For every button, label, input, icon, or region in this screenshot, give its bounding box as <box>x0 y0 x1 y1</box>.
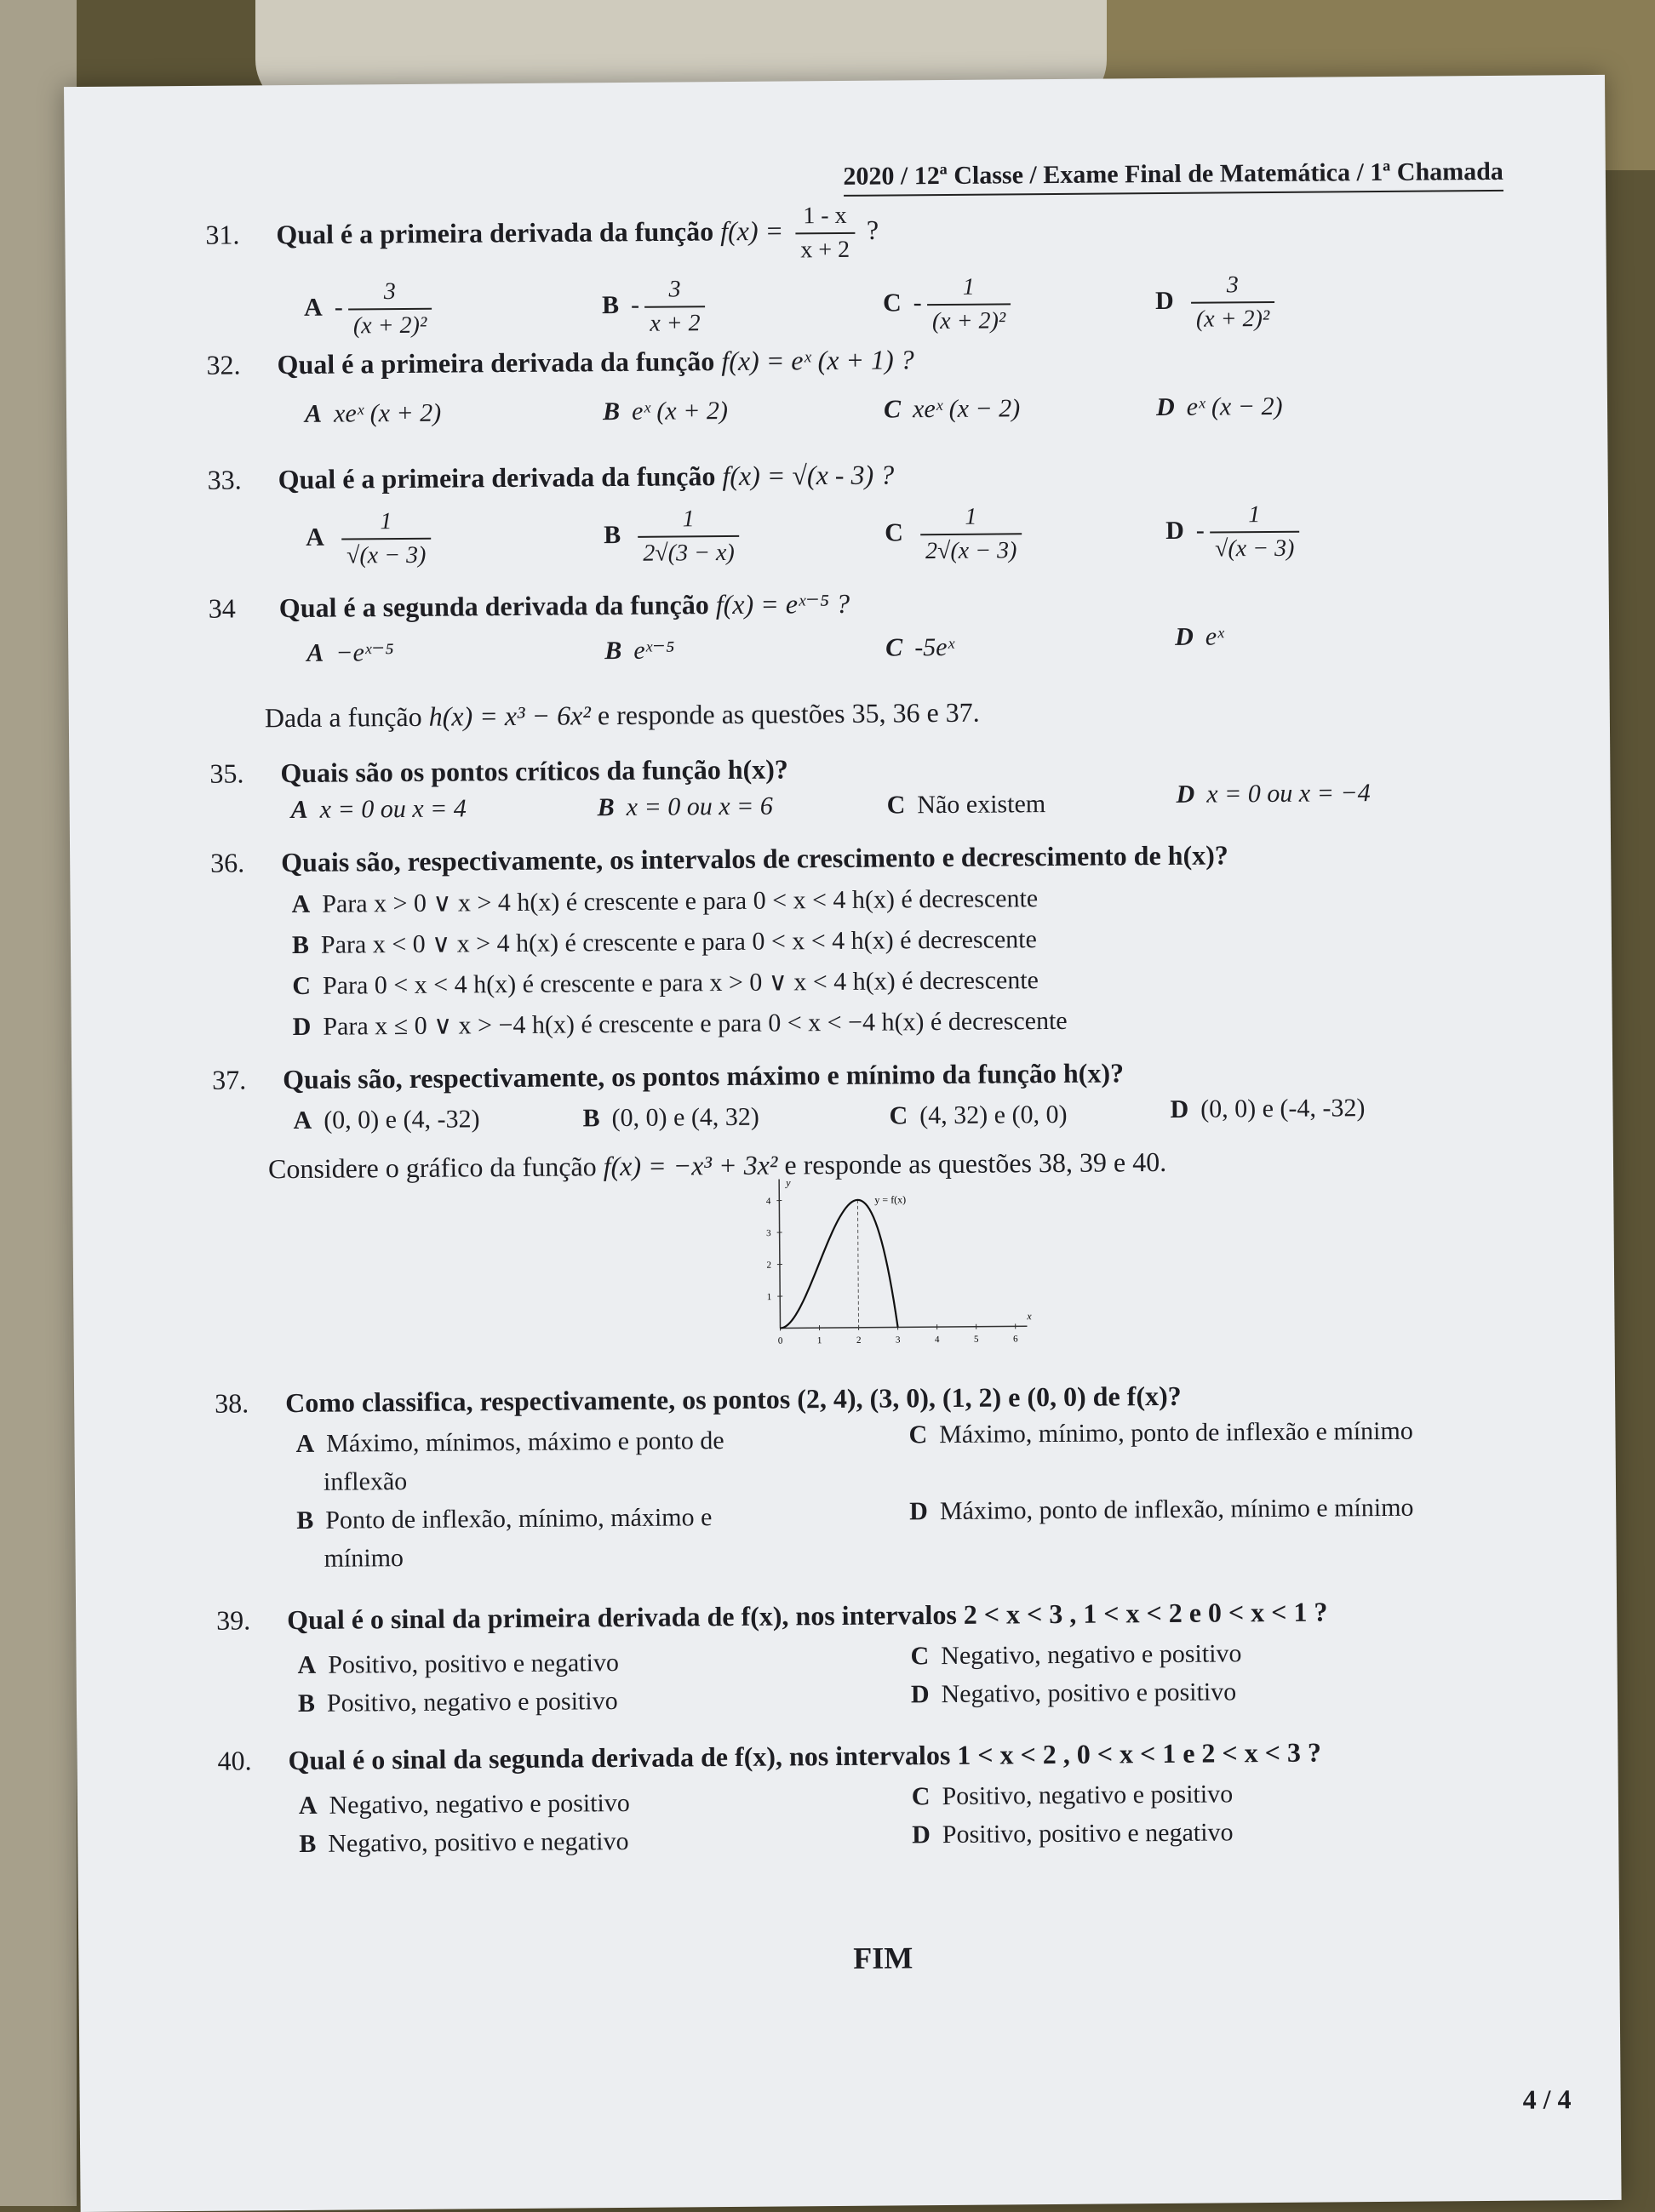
option-37-d[interactable]: D (0, 0) e (-4, -32) <box>1170 1094 1365 1124</box>
x-axis <box>781 1326 1028 1328</box>
function-expression: f(x) = √(x - 3) ? <box>722 459 894 491</box>
intro-38-40: Considere o gráfico da função f(x) = −x³ + 3x² e responde as questões 38, 39 e 40. <box>268 1146 1166 1185</box>
option-33-d[interactable]: D - $\frac{1}{√(x - 3)}$ <box>1165 499 1305 566</box>
y-axis-label: y <box>785 1176 791 1188</box>
x-tick-label: 4 <box>935 1335 940 1345</box>
exam-header: 2020 / 12ª Classe / Exame Final de Matemática / 1ª Chamada <box>843 157 1503 197</box>
option-38-d[interactable]: D Máximo, ponto de inflexão, mínimo e mínimo <box>909 1494 1414 1527</box>
option-38-b[interactable]: B Ponto de inflexão, mínimo, máximo e <box>296 1503 712 1535</box>
x-axis-label: x <box>1026 1310 1032 1322</box>
option-32-c[interactable]: C xeˣ (x − 2) <box>884 394 1020 424</box>
option-33-a[interactable]: A $\frac{1}{√(x - 3)}$ <box>306 506 437 573</box>
option-38-a[interactable]: A Máximo, mínimos, máximo e ponto de <box>295 1426 724 1459</box>
option-40-b[interactable]: B Negativo, positivo e negativo <box>299 1827 629 1859</box>
function-graph <box>753 1173 1045 1354</box>
y-tick-label: 2 <box>766 1260 771 1271</box>
page-number: 4 / 4 <box>1523 2083 1572 2115</box>
curve-label: y = f(x) <box>874 1193 906 1205</box>
option-36-a[interactable]: A Para x > 0 ∨ x > 4 h(x) é crescente e para 0 < x < 4 h(x) é decrescente <box>291 883 1038 919</box>
option-37-a[interactable]: A (0, 0) e (4, -32) <box>293 1105 479 1135</box>
option-39-a[interactable]: A Positivo, positivo e negativo <box>297 1649 619 1680</box>
question-number-handwritten: 34 <box>209 592 272 625</box>
y-axis <box>779 1180 780 1329</box>
option-36-d[interactable]: D Para x ≤ 0 ∨ x > −4 h(x) é crescente e para 0 < x < −4 h(x) é decrescente <box>293 1006 1068 1042</box>
option-31-a[interactable]: A - $\frac{3}{\text{(x + 2)²}}$ <box>304 276 438 343</box>
y-tick-label: 3 <box>766 1228 771 1238</box>
question-33: 33. Qual é a primeira derivada da função f(x) = √(x - 3) ? <box>208 459 895 495</box>
x-tick-label: 2 <box>856 1335 862 1346</box>
option-40-d[interactable]: D Positivo, positivo e negativo <box>912 1818 1234 1849</box>
question-38: 38. Como classifica, respectivamente, os pontos (2, 4), (3, 0), (1, 2) e (0, 0) de f(x)? <box>215 1380 1182 1420</box>
option-35-c[interactable]: C Não existem <box>887 790 1046 820</box>
y-tick-label: 4 <box>766 1197 771 1207</box>
option-37-b[interactable]: B (0, 0) e (4, 32) <box>582 1103 759 1134</box>
exam-page <box>64 75 1622 2212</box>
option-33-c[interactable]: C $\frac{1}{2√(x - 3)}$ <box>885 500 1028 568</box>
option-40-a[interactable]: A Negativo, negativo e positivo <box>299 1789 630 1820</box>
option-34-d[interactable]: D eˣ <box>1175 622 1224 651</box>
x-tick-label: 6 <box>1013 1334 1018 1344</box>
question-stem: Qual é a primeira derivada da função <box>276 215 713 249</box>
x-tick-label: 0 <box>778 1336 783 1346</box>
option-31-c[interactable]: C - $\frac{1}{\text{(x + 2)²}}$ <box>883 271 1016 338</box>
x-tick-label: 5 <box>974 1335 979 1345</box>
question-35: 35. Quais são os pontos críticos da função h(x)? <box>209 753 788 789</box>
question-37: 37. Quais são, respectivamente, os pontos máximo e mínimo da função h(x)? <box>212 1057 1124 1095</box>
function-expression: f(x) = eˣ⁻⁵ ? <box>716 588 850 620</box>
function-expression: f(x) = eˣ (x + 1) ? <box>721 344 914 376</box>
question-31: 31. Qual é a primeira derivada da função f(x) = $\frac{1 - x}{x + 2}$ ? <box>205 200 879 271</box>
option-32-a[interactable]: A xeˣ (x + 2) <box>305 399 441 429</box>
option-35-b[interactable]: B x = 0 ou x = 6 <box>598 792 773 823</box>
option-32-d[interactable]: D eˣ (x − 2) <box>1156 392 1283 422</box>
option-38-b-continued: mínimo <box>324 1544 404 1574</box>
option-38-c[interactable]: C Máximo, mínimo, ponto de inflexão e mínimo <box>908 1417 1413 1450</box>
function-curve <box>779 1199 897 1328</box>
dashed-guide <box>857 1200 858 1328</box>
option-39-b[interactable]: B Positivo, negativo e positivo <box>298 1687 618 1718</box>
question-40: 40. Qual é o sinal da segunda derivada de f(x), nos intervalos 1 < x < 2 , 0 < x < 1 e 2 < x < 3 ? <box>217 1737 1321 1777</box>
option-36-b[interactable]: B Para x < 0 ∨ x > 4 h(x) é crescente e para 0 < x < 4 h(x) é decrescente <box>292 924 1037 960</box>
x-tick-label: 1 <box>817 1335 822 1346</box>
question-number: 31. <box>205 220 269 252</box>
question-36: 36. Quais são, respectivamente, os intervalos de crescimento e decrescimento de h(x)? <box>210 839 1228 878</box>
option-35-d[interactable]: D x = 0 ou x = −4 <box>1176 779 1370 809</box>
function-fraction: $\frac{1 - x}{x + 2}$ <box>795 200 855 267</box>
end-marker: FIM <box>853 1940 913 1976</box>
option-38-a-continued: inflexão <box>324 1467 408 1497</box>
option-37-c[interactable]: C (4, 32) e (0, 0) <box>889 1100 1067 1131</box>
question-39: 39. Qual é o sinal da primeira derivada de f(x), nos intervalos 2 < x < 3 , 1 < x < 2 e 0 < x < 1 ? <box>216 1597 1328 1637</box>
option-40-c[interactable]: C Positivo, negativo e positivo <box>912 1780 1234 1811</box>
option-36-c[interactable]: C Para 0 < x < 4 h(x) é crescente e para x > 0 ∨ x < 4 h(x) é decrescente <box>292 965 1039 1001</box>
option-34-a[interactable]: A −eˣ⁻⁵ <box>306 637 394 668</box>
intro-35-37: Dada a função h(x) = x³ − 6x² e responde as questões 35, 36 e 37. <box>265 697 980 734</box>
option-34-c[interactable]: C -5eˣ <box>885 633 954 663</box>
option-31-d[interactable]: D $\frac{3}{\text{(x + 2)²}}$ <box>1155 269 1280 336</box>
option-32-b[interactable]: B eˣ (x + 2) <box>603 397 728 426</box>
function-lhs: f(x) = <box>720 215 783 247</box>
option-34-b[interactable]: B eˣ⁻⁵ <box>604 635 674 666</box>
option-39-d[interactable]: D Negativo, positivo e positivo <box>911 1678 1237 1709</box>
question-32: 32. Qual é a primeira derivada da função f(x) = eˣ (x + 1) ? <box>206 344 913 381</box>
option-35-a[interactable]: A x = 0 ou x = 4 <box>291 794 467 825</box>
option-33-b[interactable]: B $\frac{1}{2√(3 - x)}$ <box>604 503 745 570</box>
x-tick-label: 3 <box>896 1335 901 1345</box>
option-31-b[interactable]: B - $\frac{3}{x + 2}$ <box>602 273 711 340</box>
y-tick-label: 1 <box>767 1292 772 1302</box>
question-34: 34 Qual é a segunda derivada da função f(x) = eˣ⁻⁵ ? <box>209 587 850 625</box>
option-39-c[interactable]: C Negativo, negativo e positivo <box>910 1639 1241 1671</box>
